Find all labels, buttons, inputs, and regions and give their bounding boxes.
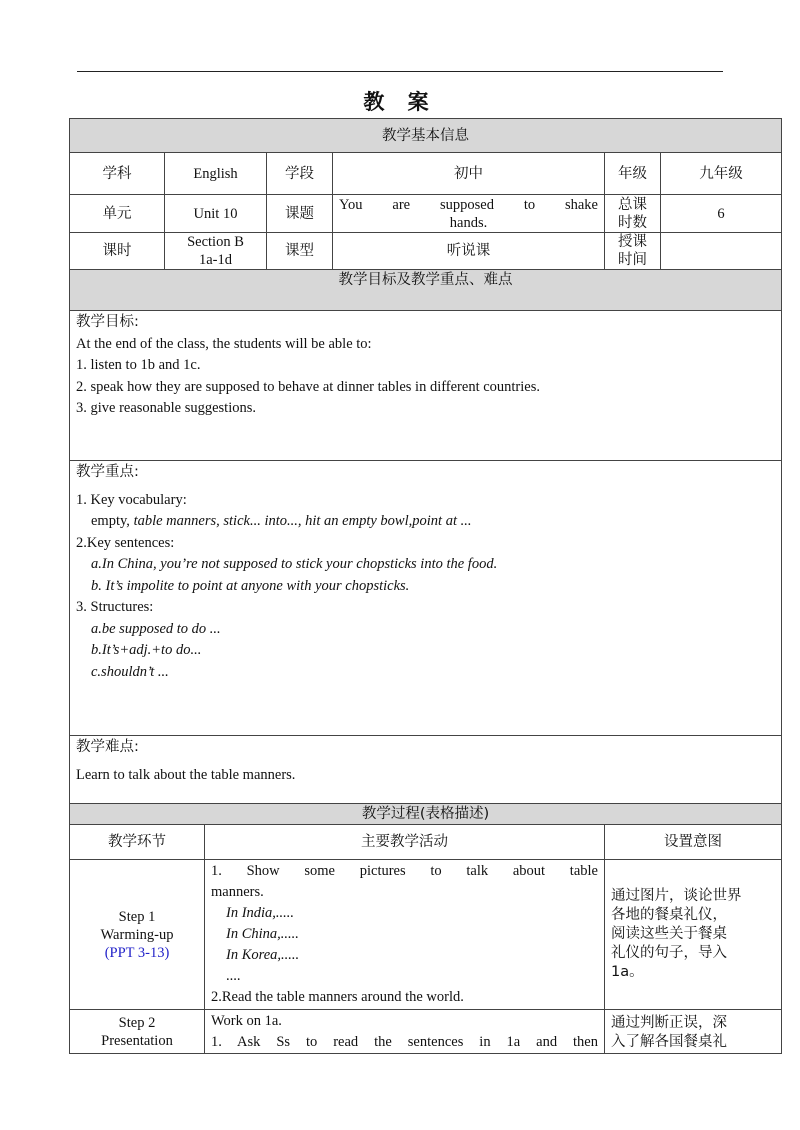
activity-cell: 1. Show some pictures to talk about table manners. In India,..... In China,..... In Korea,..... .... 2.Read the table manners around the world. bbox=[205, 860, 605, 1010]
subject-value: English bbox=[165, 153, 267, 195]
column-header-activity: 主要教学活动 bbox=[205, 825, 605, 860]
grade-label: 年级 bbox=[605, 153, 661, 195]
key-points-label: 教学重点: bbox=[76, 464, 139, 480]
total-hours-label: 总课 时数 bbox=[605, 195, 661, 233]
topic-label: 课题 bbox=[267, 195, 333, 233]
objective-item: 3. give reasonable suggestions. bbox=[76, 400, 257, 416]
basic-info-header: 教学基本信息 bbox=[70, 119, 782, 153]
step-cell: Step 1 Warming-up (PPT 3-13) bbox=[70, 860, 205, 1010]
column-header-intent: 设置意图 bbox=[605, 825, 782, 860]
sentences-heading: 2.Key sentences: bbox=[76, 534, 175, 551]
key-sentence: a.In China, you’re not supposed to stick your chopsticks into the food. bbox=[91, 556, 498, 572]
unit-label: 单元 bbox=[70, 195, 165, 233]
type-label: 课型 bbox=[267, 233, 333, 270]
subject-label: 学科 bbox=[70, 153, 165, 195]
difficulties-text: Learn to talk about the table manners. bbox=[76, 766, 296, 783]
key-sentence: b. It’s impolite to point at anyone with your chopsticks. bbox=[91, 577, 410, 594]
unit-value: Unit 10 bbox=[165, 195, 267, 233]
structures-heading: 3. Structures: bbox=[76, 599, 154, 615]
type-value: 听说课 bbox=[333, 233, 605, 270]
column-header-step: 教学环节 bbox=[70, 825, 205, 860]
step-cell: Step 2 Presentation bbox=[70, 1010, 205, 1054]
goals-header: 教学目标及教学重点、难点 bbox=[70, 270, 782, 311]
structure-item: a.be supposed to do ... bbox=[91, 620, 221, 637]
lesson-label: 课时 bbox=[70, 233, 165, 270]
difficulties-block bbox=[70, 736, 782, 804]
activity-cell: Work on 1a. 1. Ask Ss to read the sentences in 1a and then bbox=[205, 1010, 605, 1054]
objective-item: 2. speak how they are supposed to behave at dinner tables in different countries. bbox=[76, 378, 540, 395]
lesson-value: Section B 1a-1d bbox=[165, 233, 267, 270]
lesson-plan-table bbox=[69, 118, 782, 1054]
stage-value: 初中 bbox=[333, 153, 605, 195]
process-header: 教学过程(表格描述) bbox=[70, 804, 782, 825]
stage-label: 学段 bbox=[267, 153, 333, 195]
intent-cell: 通过判断正误，深 入了解各国餐桌礼 bbox=[605, 1010, 782, 1054]
objectives-intro: At the end of the class, the students will be able to: bbox=[76, 335, 372, 352]
objectives-label: 教学目标: bbox=[76, 314, 139, 330]
teaching-time-label: 授课 时间 bbox=[605, 233, 661, 270]
vocab-line: empty, table manners, stick... into..., hit an empty bowl,point at ... bbox=[91, 513, 472, 529]
difficulties-label: 教学难点: bbox=[76, 739, 139, 755]
topic-value: You are supposed to shake hands. bbox=[333, 195, 605, 233]
vocab-heading: 1. Key vocabulary: bbox=[76, 491, 187, 508]
ppt-reference: (PPT 3-13) bbox=[104, 944, 170, 961]
key-points-block bbox=[70, 461, 782, 736]
teaching-time-value bbox=[661, 233, 782, 270]
grade-value: 九年级 bbox=[661, 153, 782, 195]
structure-item: c.shouldn’t ... bbox=[91, 663, 169, 680]
intent-cell: 通过图片，谈论世界 各地的餐桌礼仪， 阅读这些关于餐桌 礼仪的句子，导入 1a。 bbox=[605, 860, 782, 1010]
objective-item: 1. listen to 1b and 1c. bbox=[76, 357, 201, 373]
objectives-block bbox=[70, 311, 782, 461]
structure-item: b.It’s+adj.+to do... bbox=[91, 642, 202, 658]
top-rule bbox=[77, 71, 723, 72]
total-hours-value: 6 bbox=[661, 195, 782, 233]
document-title: 教 案 bbox=[363, 90, 437, 114]
